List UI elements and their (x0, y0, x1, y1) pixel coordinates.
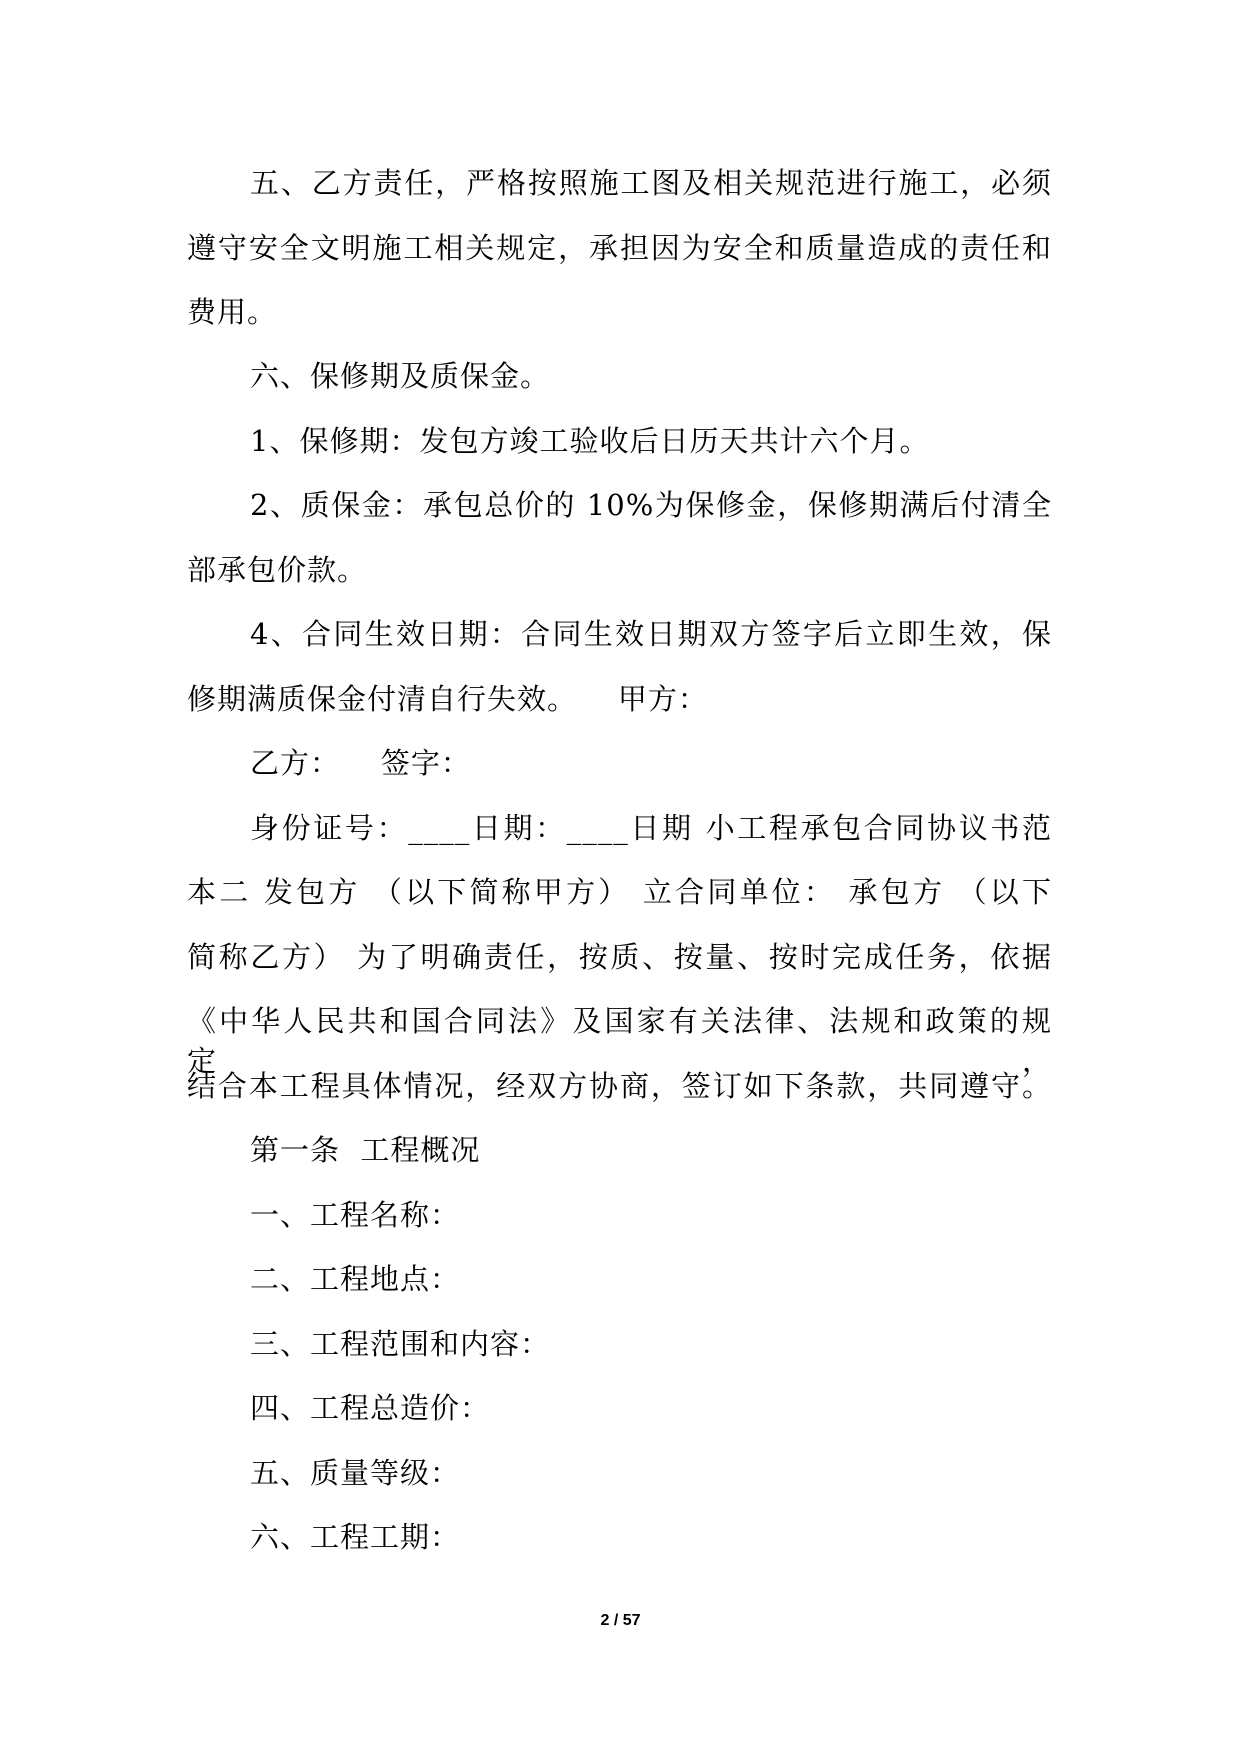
text-line: 1、保修期：发包方竣工验收后日历天共计六个月。 (250, 424, 930, 458)
text-line: 部承包价款。 (187, 553, 368, 587)
text-line: 结合本工程具体情况，经双方协商，签订如下条款，共同遵守。 (187, 1069, 1052, 1103)
text-line: 4、合同生效日期：合同生效日期双方签字后立即生效，保 (250, 617, 1052, 651)
text-line: 六、工程工期： (250, 1520, 461, 1554)
text-line: 《中华人民共和国合同法》及国家有关法律、法规和政策的规定， (187, 1004, 1052, 1078)
text-line: 三、工程范围和内容： (250, 1327, 551, 1361)
text-line: 五、乙方责任，严格按照施工图及相关规范进行施工，必须 (250, 166, 1052, 200)
text-line: 2、质保金：承包总价的 10%为保修金，保修期满后付清全 (250, 488, 1052, 522)
text-line: 四、工程总造价： (250, 1391, 491, 1425)
page-number: 2 / 57 (600, 1612, 641, 1629)
text-line: 身份证号：____日期：____日期 小工程承包合同协议书范 (250, 811, 1052, 845)
text-line: 简称乙方） 为了明确责任，按质、按量、按时完成任务，依据 (187, 940, 1052, 974)
text-line: 一、工程名称： (250, 1198, 461, 1232)
text-line: 费用。 (187, 295, 278, 329)
text-line: 乙方： 签字： (250, 746, 471, 780)
text-line: 六、保修期及质保金。 (250, 359, 551, 393)
text-line: 五、质量等级： (250, 1456, 461, 1490)
text-line: 本二 发包方 （以下简称甲方） 立合同单位： 承包方 （以下 (187, 875, 1052, 909)
section-heading: 第一条 工程概况 (250, 1133, 481, 1167)
text-line: 遵守安全文明施工相关规定，承担因为安全和质量造成的责任和 (187, 231, 1052, 265)
text-line: 二、工程地点： (250, 1262, 461, 1296)
text-line: 修期满质保金付清自行失效。 甲方： (187, 682, 708, 716)
